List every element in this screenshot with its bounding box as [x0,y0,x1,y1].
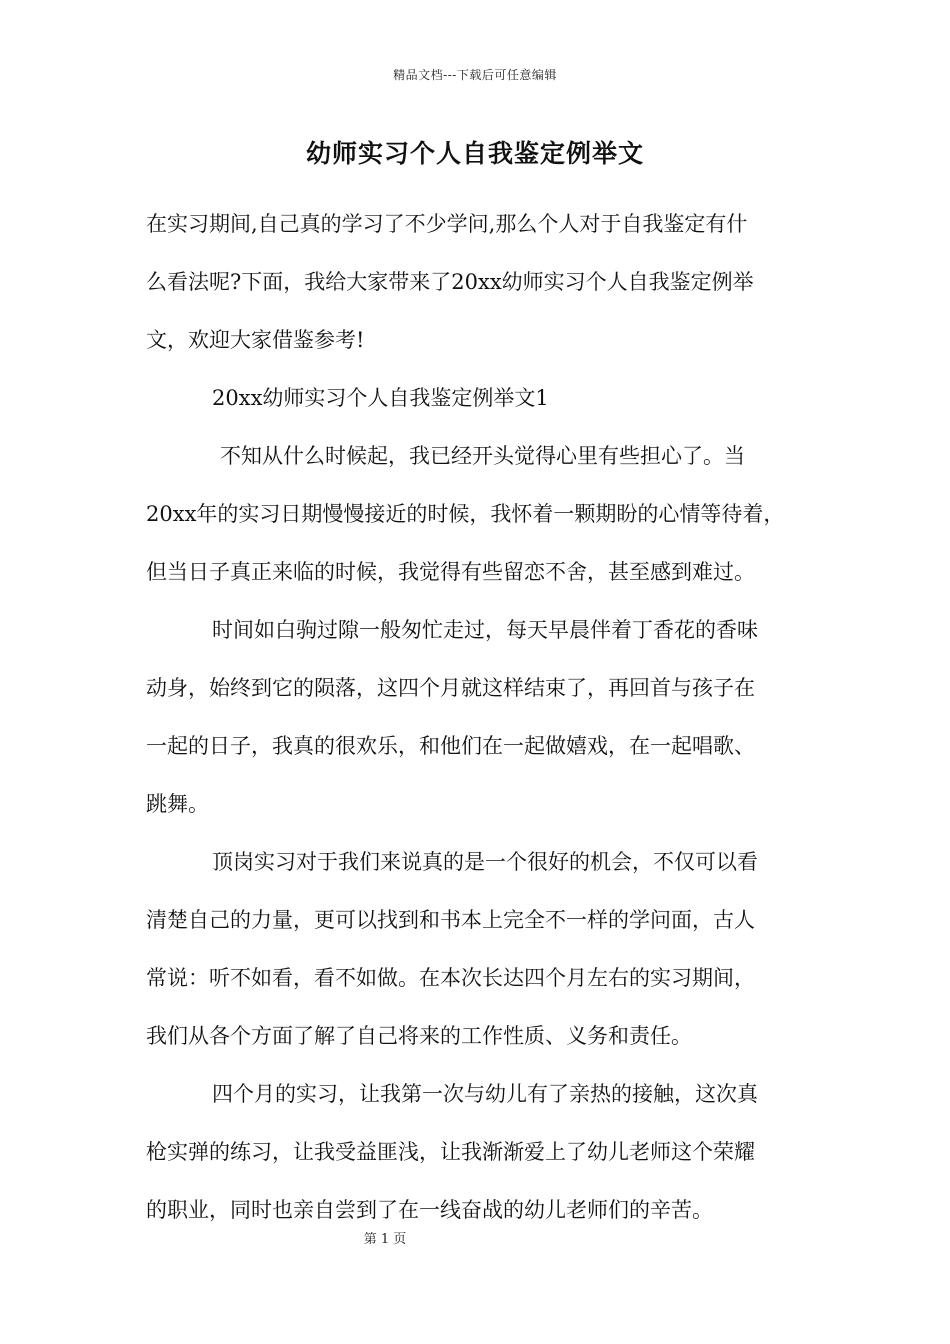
paragraph-line: 顶岗实习对于我们来说真的是一个很好的机会，不仅可以看 [212,850,758,874]
document-title: 幼师实习个人自我鉴定例举文 [305,139,644,168]
paragraph-line: 时间如白驹过隙一般匆忙走过，每天早晨伴着丁香花的香味 [212,618,758,642]
paragraph-line: 四个月的实习，让我第一次与幼儿有了亲热的接触，这次真 [212,1082,758,1106]
intro-line: 么看法呢?下面，我给大家带来了20xx幼师实习个人自我鉴定例举 [146,270,754,294]
paragraph-line: 20xx年的实习日期慢慢接近的时候，我怀着一颗期盼的心情等待着， [146,502,785,526]
section-subheading: 20xx幼师实习个人自我鉴定例举文1 [212,386,549,410]
paragraph-line: 一起的日子，我真的很欢乐，和他们在一起做嬉戏，在一起唱歌、 [146,734,755,758]
paragraph-line: 常说：听不如看，看不如做。在本次长达四个月左右的实习期间， [146,966,755,990]
document-body [146,195,822,1239]
page-header: 精品文档---下载后可任意编辑 [393,68,557,82]
paragraph-line: 我们从各个方面了解了自己将来的工作性质、义务和责任。 [146,1024,692,1048]
intro-line: 在实习期间,自己真的学习了不少学问,那么个人对于自我鉴定有什 [146,212,748,236]
paragraph-line: 动身，始终到它的陨落，这四个月就这样结束了，再回首与孩子在 [146,676,755,700]
paragraph-line: 跳舞。 [146,792,209,816]
paragraph-line: 但当日子真正来临的时候，我觉得有些留恋不舍，甚至感到难过。 [146,560,755,584]
paragraph-line: 不知从什么时候起，我已经开头觉得心里有些担心了。当 [220,444,745,468]
paragraph-line: 的职业，同时也亲自尝到了在一线奋战的幼儿老师们的辛苦。 [146,1198,713,1222]
intro-line: 文，欢迎大家借鉴参考! [146,328,365,352]
page-footer: 第 1 页 [363,1232,407,1247]
paragraph-line: 枪实弹的练习，让我受益匪浅，让我渐渐爱上了幼儿老师这个荣耀 [146,1140,755,1164]
paragraph-line: 清楚自己的力量，更可以找到和书本上完全不一样的学问面，古人 [146,908,755,932]
